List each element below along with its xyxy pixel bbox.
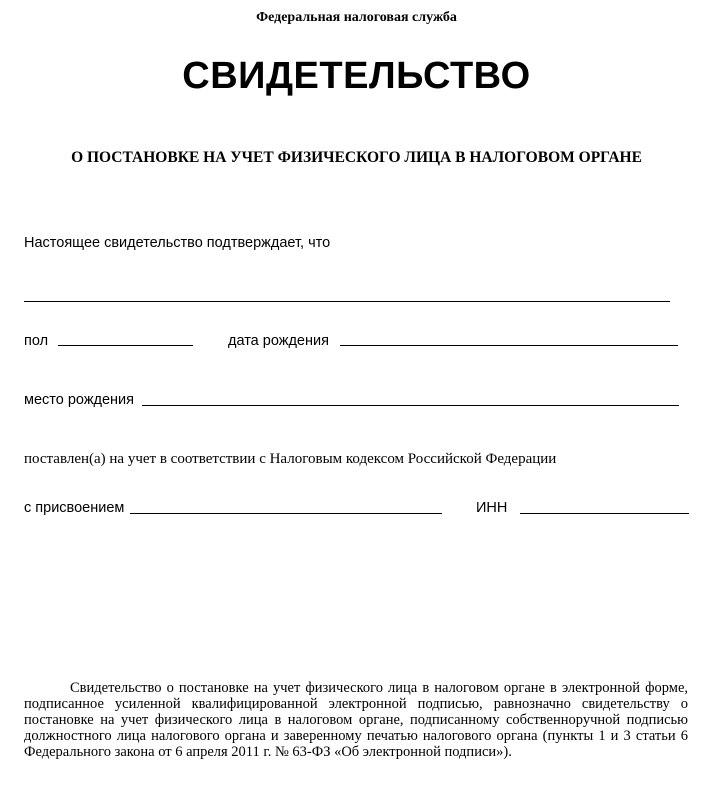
agency-name: Федеральная налоговая служба bbox=[256, 10, 457, 25]
assignment-label: с присвоением bbox=[24, 500, 125, 516]
sex-field bbox=[58, 329, 193, 346]
birth-date-label: дата рождения bbox=[228, 333, 329, 349]
name-field bbox=[24, 285, 670, 302]
document-subtitle: О ПОСТАНОВКЕ НА УЧЕТ ФИЗИЧЕСКОГО ЛИЦА В НАЛОГОВОМ ОРГАНЕ bbox=[71, 149, 642, 166]
birth-date-field bbox=[340, 329, 678, 346]
document-title: СВИДЕТЕЛЬСТВО bbox=[182, 55, 531, 97]
legal-footnote: Свидетельство о постановке на учет физического лица в налоговом органе в электронной форме, подписанное усиленной квалифицированной электронной подписью, равнозначно свидетельству о постановке на учет физического лица в налоговом органе, подписанному собственноручной подписью должностного лица налогового органа и заверенному печатью налогового органа (пункты 1 и 3 статьи 6 Федерального закона от 6 апреля 2011 г. № 63-ФЗ «Об электронной подписи»). bbox=[24, 680, 688, 760]
sex-label: пол bbox=[24, 333, 49, 349]
inn-label: ИНН bbox=[476, 500, 508, 516]
intro-text: Настоящее свидетельство подтверждает, что bbox=[24, 235, 331, 251]
assignment-field bbox=[130, 497, 442, 514]
birth-place-label: место рождения bbox=[24, 392, 135, 408]
inn-field bbox=[520, 497, 689, 514]
birth-place-field bbox=[142, 389, 679, 406]
registration-text: поставлен(а) на учет в соответствии с Налоговым кодексом Российской Федерации bbox=[24, 451, 557, 467]
